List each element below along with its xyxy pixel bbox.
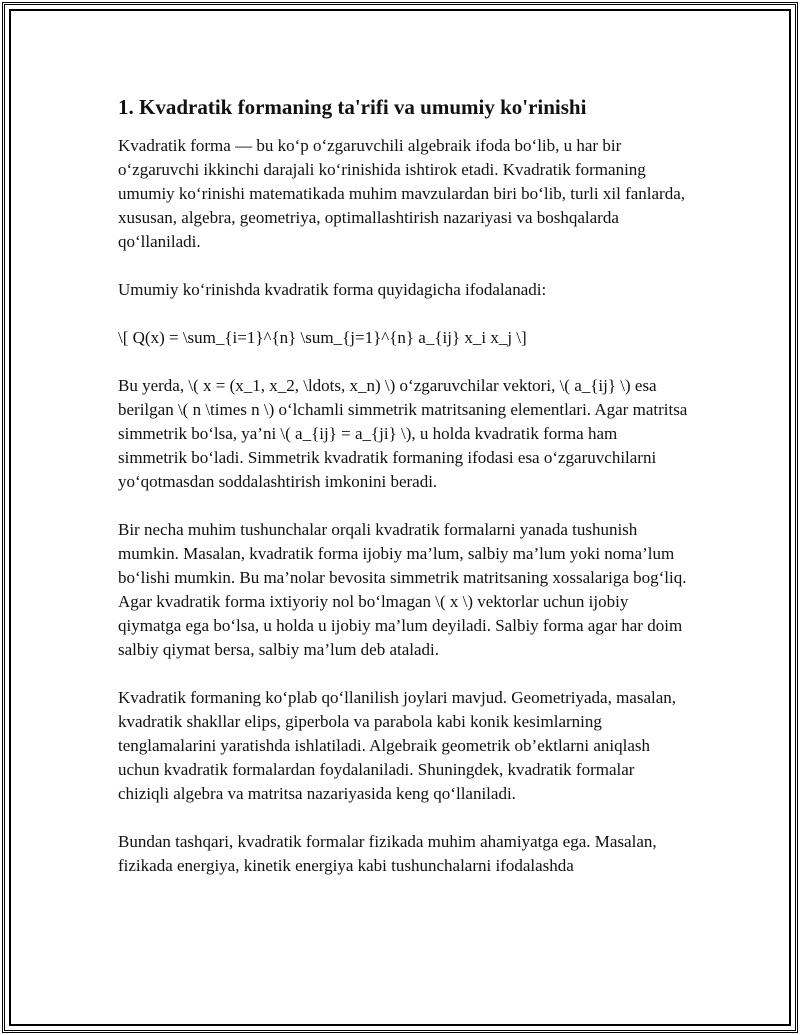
paragraph-physics: Bundan tashqari, kvadratik formalar fizikada muhim ahamiyatga ega. Masalan, fizikada energiya, kinetik energiya kabi tushunchalarni ifodalashda	[118, 832, 657, 875]
section-heading: 1. Kvadratik formaning ta'rifi va umumiy ko'rinishi	[118, 95, 587, 119]
document-body	[118, 92, 688, 902]
paragraph-definiteness: Bir necha muhim tushunchalar orqali kvadratik formalarni yanada tushunish mumkin. Masalan, kvadratik forma ijobiy ma’lum, salbiy ma’lum yoki noma’lum bo‘lishi mumkin. Bu ma’nolar bevosita simmetrik matritsaning xossalariga bog‘liq. Agar kvadratik forma ixtiyoriy nol bo‘lmagan \( x \) vektorlar uchun ijobiy qiymatga ega bo‘lsa, u holda u ijobiy ma’lum deyiladi. Salbiy forma agar har doim salbiy qiymat bersa, salbiy ma’lum deb ataladi.	[118, 520, 687, 659]
paragraph-formula: \[ Q(x) = \sum_{i=1}^{n} \sum_{j=1}^{n} a_{ij} x_i x_j \]	[118, 328, 527, 347]
paragraph-applications: Kvadratik formaning ko‘plab qo‘llanilish joylari mavjud. Geometriyada, masalan, kvadratik shakllar elips, giperbola va parabola kabi konik kesimlarning tenglamalarini yaratishda ishlatiladi. Algebraik geometrik ob’ektlarni aniqlash uchun kvadratik formalardan foydalaniladi. Shuningdek, kvadratik formalar chiziqli algebra va matritsa nazariyasida keng qo‘llaniladi.	[118, 688, 677, 803]
paragraph-variables: Bu yerda, \( x = (x_1, x_2, \ldots, x_n) \) o‘zgaruvchilar vektori, \( a_{ij} \) esa berilgan \( n \times n \) o‘lchamli simmetrik matritsaning elementlari. Agar matritsa simmetrik bo‘lsa, ya’ni \( a_{ij} = a_{ji} \), u holda kvadratik forma ham simmetrik bo‘ladi. Simmetrik kvadratik formaning ifodasi esa o‘zgaruvchilarni yo‘qotmasdan soddalashtirish imkonini beradi.	[118, 376, 688, 491]
paragraph-definition: Kvadratik forma — bu ko‘p o‘zgaruvchili algebraik ifoda bo‘lib, u har bir o‘zgaruvchi ikkinchi darajali ko‘rinishida ishtirok etadi. Kvadratik formaning umumiy ko‘rinishi matematikada muhim mavzulardan biri bo‘lib, turli xil fanlarda, xususan, algebra, geometriya, optimallashtirish nazariyasi va boshqalarda qo‘llaniladi.	[118, 136, 686, 251]
paragraph-general-form-intro: Umumiy ko‘rinishda kvadratik forma quyidagicha ifodalanadi:	[118, 280, 547, 299]
